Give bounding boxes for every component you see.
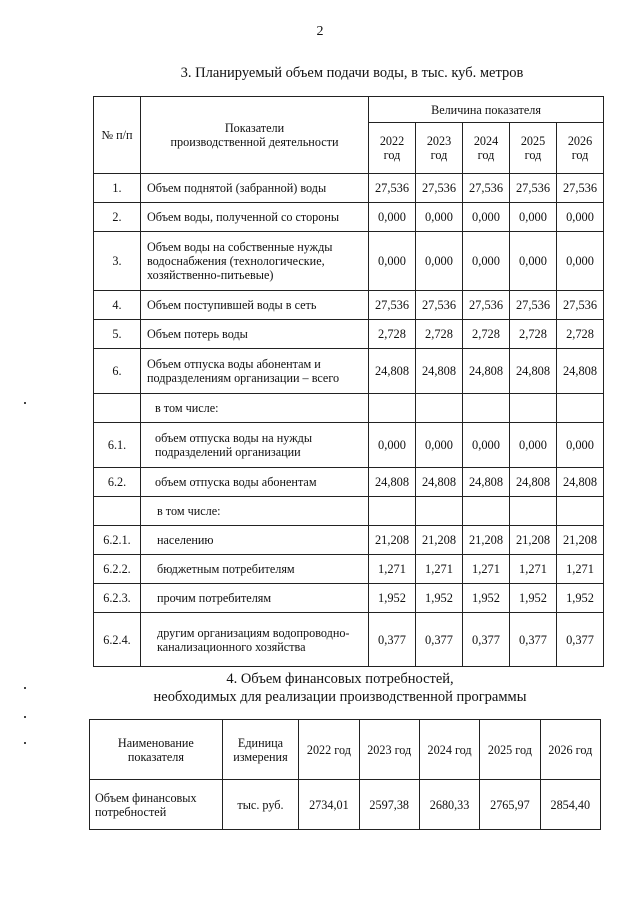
year-number: 2022 [379, 134, 405, 148]
row-value: 0,000 [369, 203, 416, 232]
row-value: 27,536 [463, 174, 510, 203]
row-value: 0,000 [510, 203, 557, 232]
row-value: 1,952 [416, 584, 463, 613]
row-value: 1,952 [510, 584, 557, 613]
row-number: 5. [94, 320, 141, 349]
row-number: 6.2.2. [94, 555, 141, 584]
row-value: 0,000 [416, 423, 463, 468]
row-indicator-name: бюджетным потребителям [141, 555, 369, 584]
table-row [94, 203, 604, 232]
row-value: 1,271 [369, 555, 416, 584]
row-value: 1,952 [557, 584, 604, 613]
row-value: 1,271 [416, 555, 463, 584]
row-value: 1,271 [463, 555, 510, 584]
row-value [510, 497, 557, 526]
row-number: 6.2.4. [94, 613, 141, 667]
section-3-title: 3. Планируемый объем подачи воды, в тыс. куб. метров [180, 65, 524, 81]
row-value [369, 497, 416, 526]
scan-mark [24, 742, 26, 744]
row-value: 1,952 [463, 584, 510, 613]
fin-header-name-line1: Наименование [117, 735, 194, 750]
row-value: 0,377 [463, 613, 510, 667]
row-value: 27,536 [416, 291, 463, 320]
row-number [94, 394, 141, 423]
row-value: 0,000 [369, 232, 416, 291]
row-value [416, 497, 463, 526]
row-value: 27,536 [557, 291, 604, 320]
header-year [510, 123, 557, 174]
row-value: 2,728 [463, 320, 510, 349]
row-value: 21,208 [463, 526, 510, 555]
water-supply-table [93, 96, 604, 667]
header-indicator [141, 97, 369, 174]
row-value: 27,536 [510, 174, 557, 203]
fin-row-name-line1: Объем финансовых [95, 790, 197, 805]
row-value: 0,000 [510, 232, 557, 291]
row-indicator-name: Объем поступившей воды в сеть [141, 291, 369, 320]
row-value: 24,808 [557, 349, 604, 394]
row-value: 21,208 [369, 526, 416, 555]
fin-row-name [90, 780, 223, 830]
row-value: 0,000 [463, 423, 510, 468]
year-number: 2023 [426, 134, 452, 148]
row-value [557, 497, 604, 526]
row-value: 27,536 [557, 174, 604, 203]
row-value: 0,000 [416, 232, 463, 291]
table-row [94, 423, 604, 468]
header-year [557, 123, 604, 174]
row-value: 27,536 [463, 291, 510, 320]
row-indicator-name: Объем воды на собственные нужды водоснабжения (технологические, хозяйственно-питьевые) [141, 232, 369, 291]
fin-header-unit [222, 720, 298, 780]
row-value: 24,808 [463, 468, 510, 497]
row-value [416, 394, 463, 423]
row-indicator-name: прочим потребителям [141, 584, 369, 613]
header-indicator-line1: Показатели [224, 121, 285, 135]
row-indicator-name: объем отпуска воды на нужды подразделений организации [141, 423, 369, 468]
fin-header-unit-line2: измерения [233, 749, 288, 764]
row-value: 0,000 [557, 232, 604, 291]
year-number: 2025 [520, 134, 546, 148]
year-word: год [383, 148, 401, 162]
fin-header-year: 2023 год [359, 720, 419, 780]
row-value [463, 394, 510, 423]
year-number: 2024 [473, 134, 499, 148]
fin-header-row [90, 720, 601, 780]
fin-header-year: 2025 год [480, 720, 540, 780]
row-value: 0,000 [463, 232, 510, 291]
fin-row-value: 2765,97 [480, 780, 540, 830]
row-number: 2. [94, 203, 141, 232]
fin-header-unit-line1: Единица [237, 735, 284, 750]
row-number [94, 497, 141, 526]
scan-mark [24, 716, 26, 718]
row-value: 21,208 [416, 526, 463, 555]
row-indicator-name: Объем отпуска воды абонентам и подразделениям организации – всего [141, 349, 369, 394]
fin-header-name [90, 720, 223, 780]
row-indicator-name: объем отпуска воды абонентам [141, 468, 369, 497]
row-indicator-name: Объем потерь воды [141, 320, 369, 349]
row-indicator-name: в том числе: [141, 497, 369, 526]
scan-mark [24, 687, 26, 689]
row-number: 4. [94, 291, 141, 320]
table-row [94, 584, 604, 613]
row-number: 6. [94, 349, 141, 394]
fin-header-year: 2024 год [419, 720, 479, 780]
row-value: 24,808 [416, 349, 463, 394]
row-value: 0,000 [416, 203, 463, 232]
row-value: 2,728 [510, 320, 557, 349]
row-indicator-name: Объем воды, полученной со стороны [141, 203, 369, 232]
row-value: 24,808 [416, 468, 463, 497]
row-value: 1,271 [557, 555, 604, 584]
table-row [94, 394, 604, 423]
fin-row-value: 2680,33 [419, 780, 479, 830]
row-value: 21,208 [510, 526, 557, 555]
year-word: год [430, 148, 448, 162]
year-number: 2026 [567, 134, 593, 148]
fin-row-name-line2: потребностей [95, 804, 167, 819]
financial-needs-table [89, 719, 601, 830]
row-number: 1. [94, 174, 141, 203]
row-value: 27,536 [416, 174, 463, 203]
fin-row-unit: тыс. руб. [222, 780, 298, 830]
row-number: 6.2.3. [94, 584, 141, 613]
row-value: 27,536 [510, 291, 557, 320]
row-value: 0,377 [369, 613, 416, 667]
header-year [369, 123, 416, 174]
row-value: 21,208 [557, 526, 604, 555]
row-value: 0,000 [557, 203, 604, 232]
row-value: 0,000 [463, 203, 510, 232]
row-value: 24,808 [510, 349, 557, 394]
row-number: 3. [94, 232, 141, 291]
fin-row-value: 2854,40 [540, 780, 600, 830]
row-value: 24,808 [369, 349, 416, 394]
header-value-group: Величина показателя [369, 97, 604, 123]
fin-header-year: 2022 год [299, 720, 359, 780]
row-value: 27,536 [369, 174, 416, 203]
row-value: 0,377 [510, 613, 557, 667]
year-word: год [477, 148, 495, 162]
row-value: 2,728 [557, 320, 604, 349]
table-row [94, 320, 604, 349]
header-indicator-line2: производственной деятельности [170, 135, 339, 149]
row-value: 2,728 [369, 320, 416, 349]
row-value: 2,728 [416, 320, 463, 349]
row-indicator-name: другим организациям водопроводно-канализационного хозяйства [141, 613, 369, 667]
row-indicator-name: населению [141, 526, 369, 555]
table-row [94, 497, 604, 526]
table-row [94, 555, 604, 584]
row-value [369, 394, 416, 423]
table-row [94, 468, 604, 497]
table-row [94, 526, 604, 555]
row-value: 0,000 [369, 423, 416, 468]
table-row [94, 349, 604, 394]
row-value: 27,536 [369, 291, 416, 320]
table-row [94, 613, 604, 667]
table-row [94, 291, 604, 320]
row-value: 0,377 [416, 613, 463, 667]
row-value: 1,271 [510, 555, 557, 584]
row-value [463, 497, 510, 526]
table-row [94, 174, 604, 203]
fin-row-value: 2597,38 [359, 780, 419, 830]
row-value: 0,000 [557, 423, 604, 468]
header-year [463, 123, 510, 174]
row-value [510, 394, 557, 423]
row-indicator-name: в том числе: [141, 394, 369, 423]
row-value: 24,808 [510, 468, 557, 497]
header-year [416, 123, 463, 174]
fin-data-row [90, 780, 601, 830]
scan-mark [24, 402, 26, 404]
row-value: 24,808 [557, 468, 604, 497]
row-value: 24,808 [369, 468, 416, 497]
fin-header-year: 2026 год [540, 720, 600, 780]
year-word: год [524, 148, 542, 162]
section-4-title-line1: 4. Объем финансовых потребностей, [226, 671, 454, 687]
page-number: 2 [316, 24, 324, 39]
row-value: 1,952 [369, 584, 416, 613]
header-num: № п/п [94, 97, 141, 174]
table-header-row [94, 97, 604, 123]
row-number: 6.1. [94, 423, 141, 468]
fin-row-value: 2734,01 [299, 780, 359, 830]
row-value: 24,808 [463, 349, 510, 394]
section-4-title-line2: необходимых для реализации производственной программы [153, 689, 527, 705]
section-4-title [20, 670, 640, 706]
row-number: 6.2. [94, 468, 141, 497]
fin-header-name-line2: показателя [127, 749, 184, 764]
row-value [557, 394, 604, 423]
year-word: год [571, 148, 589, 162]
row-value: 0,000 [510, 423, 557, 468]
row-value: 0,377 [557, 613, 604, 667]
row-number: 6.2.1. [94, 526, 141, 555]
row-indicator-name: Объем поднятой (забранной) воды [141, 174, 369, 203]
table-row [94, 232, 604, 291]
